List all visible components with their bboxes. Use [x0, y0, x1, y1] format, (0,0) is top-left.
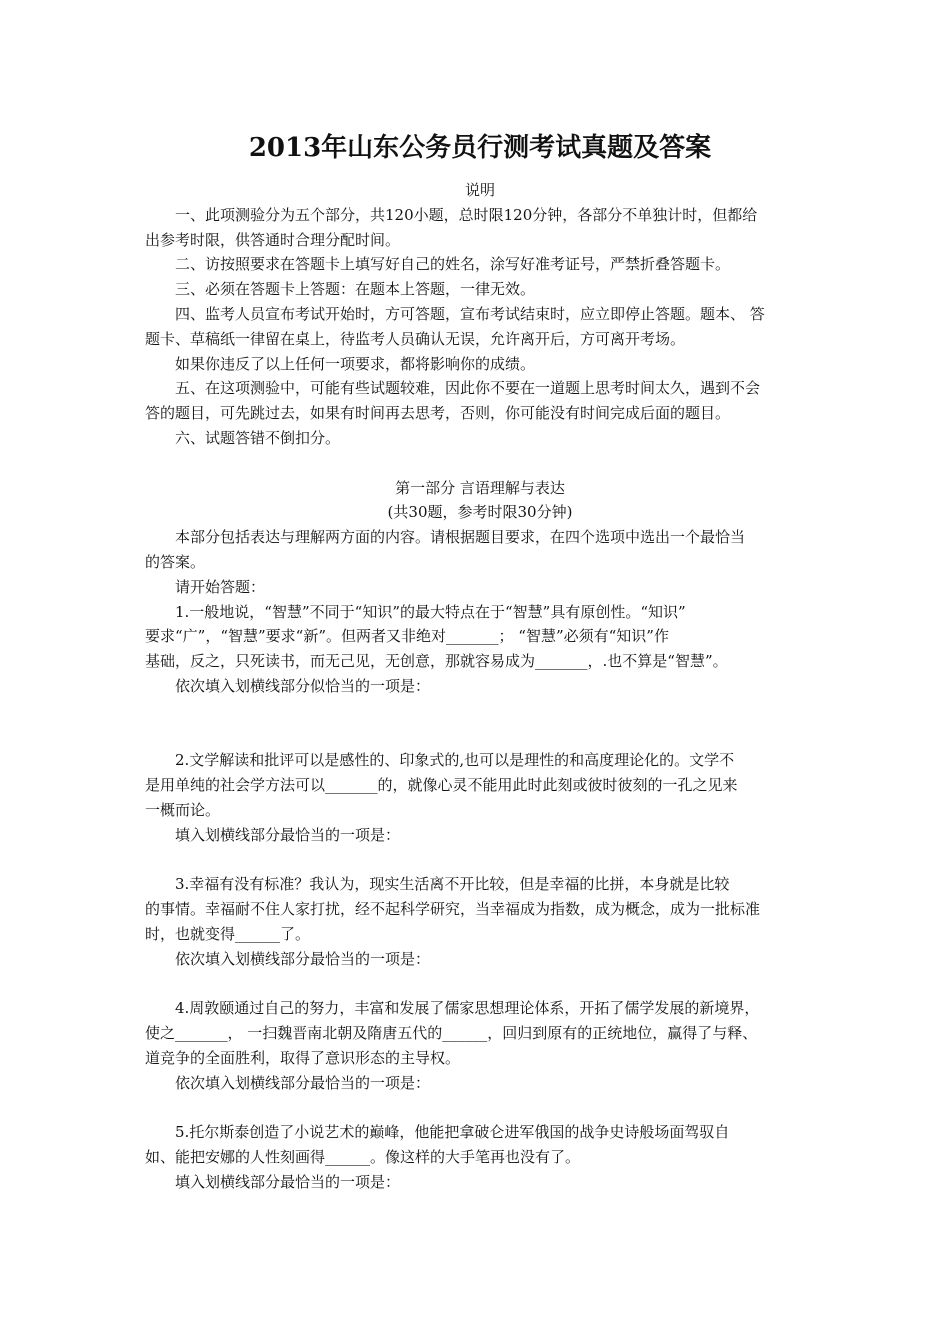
notice-line: 一、此项测验分为五个部分，共120小题，总时限120分钟，各部分不单独计时，但都给 — [175, 205, 758, 224]
notice-line: 答的题目，可先跳过去，如果有时间再去思考，否则，你可能没有时间完成后面的题目。 — [145, 404, 731, 423]
question-text: 一概而论。 — [145, 800, 221, 819]
part-intro: 本部分包括表达与理解两方面的内容。请根据题目要求，在四个选项中选出一个最恰当 — [175, 528, 746, 547]
question-text: 3.幸福有没有标准？我认为，现实生活离不开比较，但是幸福的比拼，本身就是比较 — [175, 875, 730, 894]
question-prompt: 依次填入划横线部分似恰当的一项是： — [175, 676, 431, 695]
question-text: 使之_______， 一扫魏晋南北朝及隋唐五代的______，回归到原有的正统地位，赢得了与释、 — [145, 1024, 758, 1043]
options-row — [145, 699, 815, 724]
options-row — [145, 724, 815, 749]
question-text: 如、能把安娜的人性刻画得______。像这样的大手笔再也没有了。 — [145, 1148, 581, 1167]
question-text: 要求“广”，“智慧”要求“新”。但两者又非绝对_______； “智慧”必须有“知识”作 — [145, 627, 669, 646]
question-prompt: 依次填入划横线部分最恰当的一项是： — [175, 949, 431, 968]
notice-line: 六、试题答错不倒扣分。 — [175, 428, 341, 447]
options-row — [145, 1095, 815, 1120]
options-row — [145, 1195, 815, 1220]
options-row — [145, 848, 815, 873]
notice-line: 五、在这项测验中，可能有些试题较难，因此你不要在一道题上思考时间太久，遇到不会 — [175, 379, 761, 398]
question-text: 4.周敦颐通过自己的努力，丰富和发展了儒家思想理论体系，开拓了儒学发展的新境界， — [175, 999, 760, 1018]
question-text: 时，也就变得______了。 — [145, 924, 311, 943]
question-text: 道竞争的全面胜利，取得了意识形态的主导权。 — [145, 1048, 461, 1067]
notice-line: 题卡、草稿纸一律留在桌上，待监考人员确认无误，允许离开后，方可离开考场。 — [145, 329, 686, 348]
part-intro: 的答案。 — [145, 552, 206, 571]
notice-line: 如果你违反了以上任何一项要求，都将影响你的成绩。 — [175, 354, 536, 373]
question-prompt: 填入划横线部分最恰当的一项是： — [175, 1172, 401, 1191]
question-2 — [145, 748, 815, 872]
notice-line: 出参考时限，供答通时合理分配时间。 — [145, 230, 401, 249]
question-text: 的事情。幸福耐不住人家打扰，经不起科学研究，当幸福成为指数，成为概念，成为一批标准 — [145, 900, 761, 919]
question-prompt: 填入划横线部分最恰当的一项是： — [175, 825, 401, 844]
document-page — [145, 128, 815, 1219]
start-prompt: 请开始答题： — [175, 577, 266, 596]
notice-block — [145, 203, 815, 451]
options-row — [145, 972, 815, 997]
question-4 — [145, 996, 815, 1120]
question-text: 2.文学解读和批评可以是感性的、印象式的,也可以是理性的和高度理论化的。文学不 — [175, 751, 735, 770]
document-title: 2013年山东公务员行测考试真题及答案 — [248, 133, 712, 163]
part-subheading: (共30题，参考时限30分钟) — [387, 503, 573, 522]
question-text: 5.托尔斯泰创造了小说艺术的巅峰，他能把拿破仑进军俄国的战争史诗般场面驾驭自 — [175, 1123, 730, 1142]
notice-heading: 说明 — [464, 181, 495, 199]
notice-line: 四、监考人员宣布考试开始时，方可答题，宣布考试结束时，应立即停止答题。题本、 答 — [175, 304, 765, 323]
question-text: 基础，反之，只死读书，而无己见，无创意，那就容易成为_______，.也不算是“智慧”。 — [145, 652, 728, 671]
question-5 — [145, 1120, 815, 1219]
question-1 — [145, 600, 815, 749]
part-heading: 第一部分 言语理解与表达 — [395, 478, 565, 497]
notice-line: 三、必须在答题卡上答题：在题本上答题，一律无效。 — [175, 280, 536, 299]
question-text: 是用单纯的社会学方法可以_______的，就像心灵不能用此时此刻或彼时彼刻的一孔之见来 — [145, 776, 738, 795]
question-prompt: 依次填入划横线部分最恰当的一项是： — [175, 1073, 431, 1092]
question-3 — [145, 872, 815, 996]
notice-line: 二、访按照要求在答题卡上填写好自己的姓名，涂写好准考证号，严禁折叠答题卡。 — [175, 255, 731, 274]
question-text: 1.一般地说，“智慧”不同于“知识”的最大特点在于“智慧”具有原创性。“知识” — [175, 602, 686, 621]
